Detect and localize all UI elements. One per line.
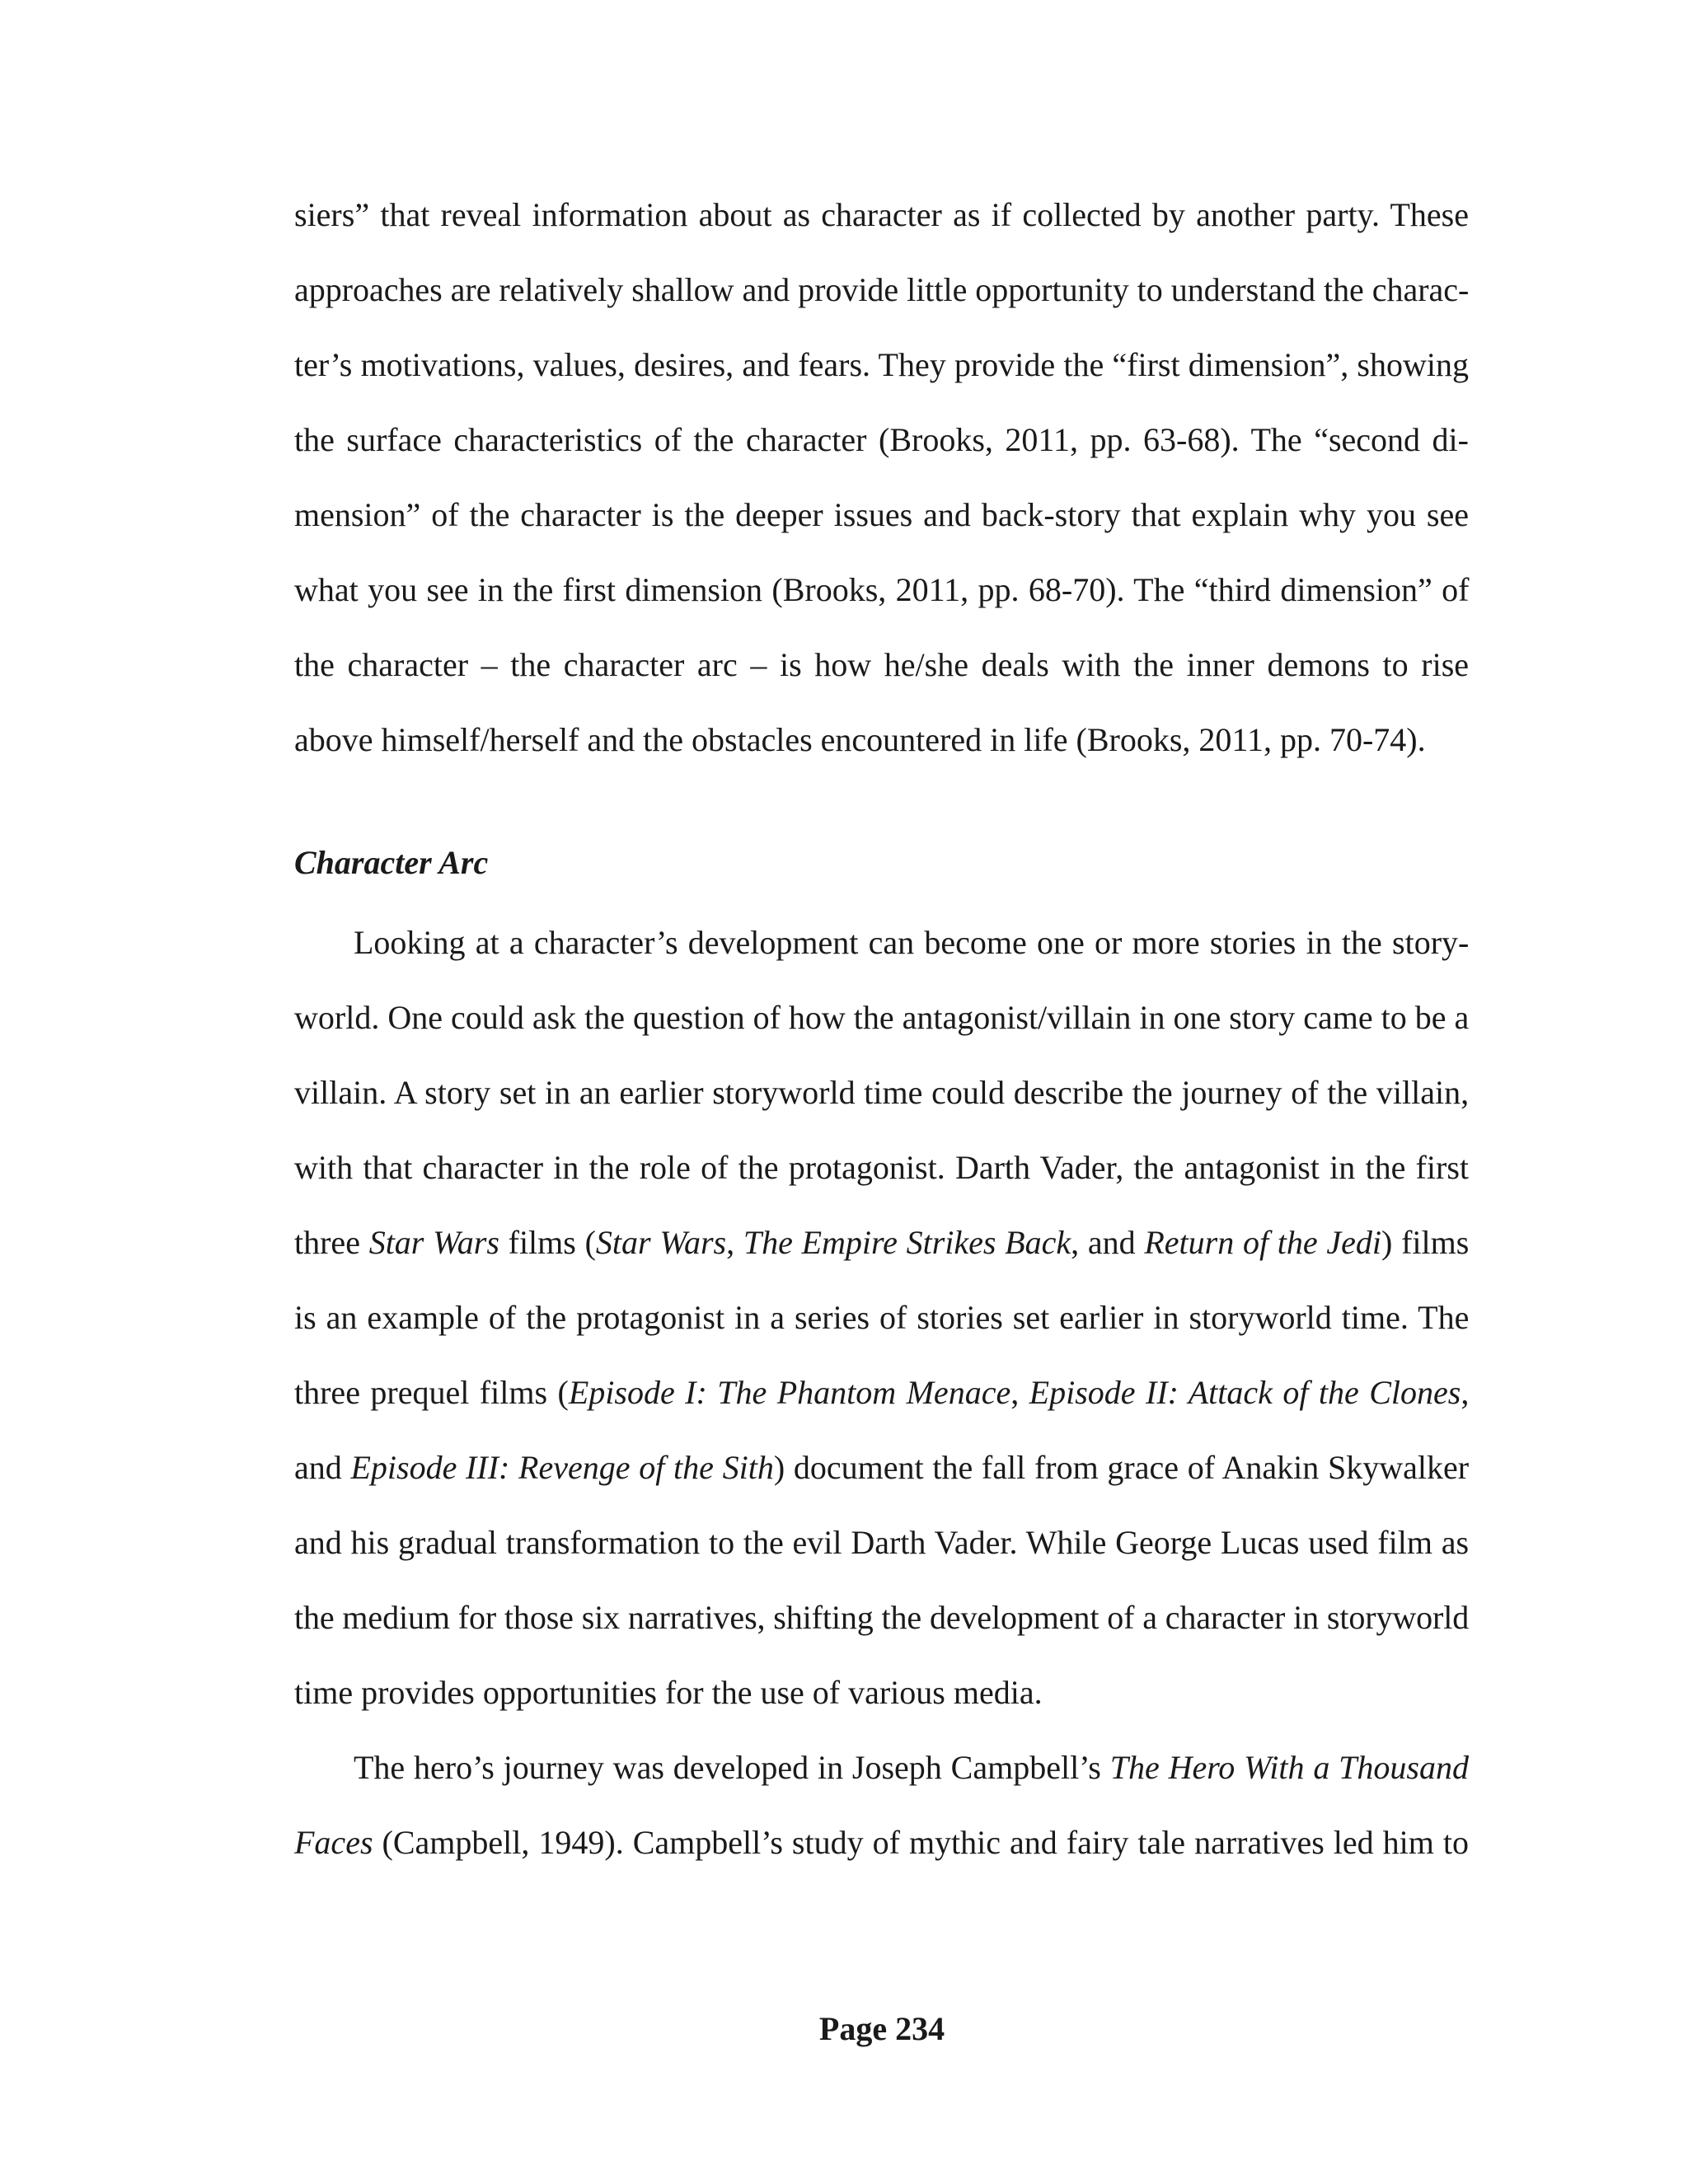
film-title: Episode I: The Phantom Menace	[568, 1374, 1011, 1411]
text-line: is an example of the protagonist in a series of stories set earlier in storyworld time. The	[294, 1299, 1470, 1336]
paragraph-heros-journey	[294, 1730, 1469, 1880]
text-run: ,	[1010, 1374, 1029, 1411]
text-line: what you see in the first dimension (Brooks, 2011, pp. 68-70). The “third dimension” of	[294, 571, 1470, 608]
text-run: The hero’s journey was developed in Joseph Campbell’s	[354, 1749, 1110, 1786]
text-run: ,	[1461, 1374, 1470, 1411]
film-title: Star Wars	[595, 1224, 727, 1261]
text-line: siers” that reveal information about as character as if collected by another party. These	[294, 196, 1469, 233]
text-line: the medium for those six narratives, shifting the development of a character in storyworld	[294, 1599, 1470, 1636]
text-run: and	[294, 1449, 351, 1486]
text-line	[294, 1430, 1469, 1505]
text-line	[294, 1805, 1469, 1880]
text-run: three	[294, 1224, 369, 1261]
text-line: villain. A story set in an earlier storyworld time could describe the journey of the villain,	[294, 1074, 1470, 1111]
text-line: the character – the character arc – is how he/she deals with the inner demons to rise	[294, 646, 1470, 683]
film-title: Return of the Jedi	[1144, 1224, 1382, 1261]
text-run: (Campbell, 1949). Campbell’s study of mythic and fairy tale narratives led him to	[373, 1824, 1469, 1861]
film-title: Star Wars	[368, 1224, 499, 1261]
book-title: The Hero With a Thousand	[1109, 1749, 1469, 1786]
text-line: and his gradual transformation to the evil Darth Vader. While George Lucas used film as	[294, 1524, 1470, 1561]
paragraph-character-development	[294, 905, 1469, 1730]
text-run: ,	[726, 1224, 743, 1261]
page-number: Page 234	[818, 2010, 945, 2047]
text-line: mension” of the character is the deeper issues and back-story that explain why you see	[294, 496, 1469, 533]
text-line: ter’s motivations, values, desires, and fears. They provide the “first dimension”, showing	[294, 346, 1469, 383]
film-title: The Empire Strikes Back	[743, 1224, 1071, 1261]
paragraph-dimensions	[294, 177, 1469, 777]
text-line	[294, 1355, 1469, 1430]
text-run: ) films	[1381, 1224, 1470, 1261]
text-run: ) document the fall from grace of Anakin Skywalker	[773, 1449, 1470, 1486]
text-line	[294, 1205, 1469, 1280]
text-line: above himself/herself and the obstacles encountered in life (Brooks, 2011, pp. 70-74).	[294, 721, 1426, 758]
text-run: films (	[499, 1224, 596, 1261]
text-line: Looking at a character’s development can become one or more stories in the story-	[354, 924, 1470, 961]
text-line: time provides opportunities for the use of various media.	[294, 1674, 1043, 1711]
film-title: Episode II: Attack of the Clones	[1029, 1374, 1461, 1411]
section-heading: Character Arc	[294, 844, 489, 881]
text-run: , and	[1071, 1224, 1145, 1261]
text-line: world. One could ask the question of how the antagonist/villain in one story came to be a	[294, 999, 1470, 1036]
text-line: approaches are relatively shallow and provide little opportunity to understand the charac-	[294, 271, 1470, 308]
text-line: with that character in the role of the protagonist. Darth Vader, the antagonist in the first	[294, 1149, 1469, 1186]
text-line: the surface characteristics of the character (Brooks, 2011, pp. 63-68). The “second di-	[294, 421, 1469, 458]
text-run: three prequel films (	[294, 1374, 569, 1411]
book-title: Faces	[294, 1824, 373, 1861]
text-line	[294, 1730, 1469, 1805]
film-title: Episode III: Revenge of the Sith	[350, 1449, 774, 1486]
